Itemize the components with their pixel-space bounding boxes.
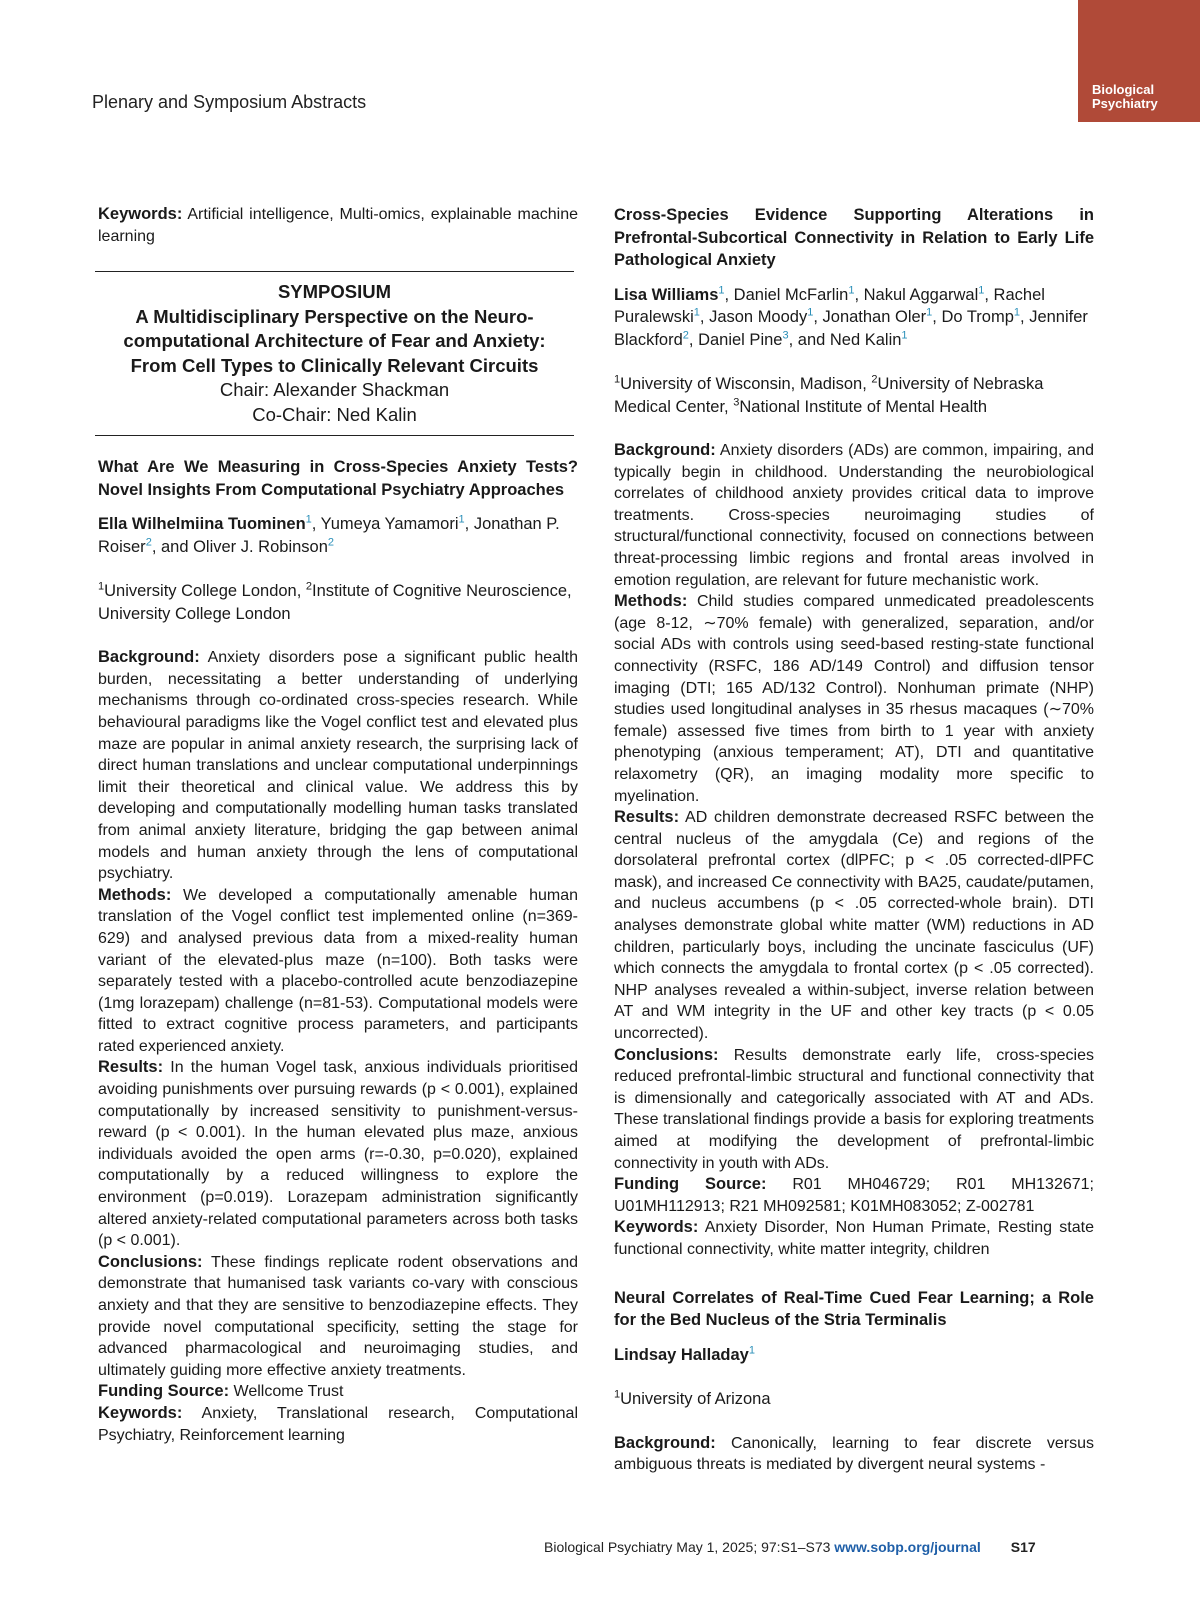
left-column: [98, 204, 578, 1446]
background-section: [614, 1433, 1094, 1476]
methods-section: [614, 591, 1094, 807]
author: , Yumeya Yamamori: [311, 515, 459, 534]
author: , Jonathan Oler: [813, 308, 927, 326]
keywords-section: [614, 1217, 1094, 1260]
author-sup: 2: [145, 536, 152, 549]
abstract-1-title: What Are We Measuring in Cross-Species Anxiety Tests? Novel Insights From Computational Psychiatry Approaches: [98, 458, 578, 499]
prev-keywords-label: Keywords:: [98, 205, 183, 223]
author-sup: 1: [693, 306, 700, 319]
author: , Daniel McFarlin: [724, 285, 849, 304]
author: , Jennifer Blackford: [614, 308, 1088, 349]
methods-section: [98, 885, 578, 1058]
prev-keywords: [98, 204, 578, 247]
section-label: Keywords:: [98, 1403, 183, 1422]
funding-section: [98, 1381, 578, 1403]
author: , Rachel Puralewski: [614, 285, 1045, 326]
affiliation: Institute of Cognitive Neuroscience, University College London: [98, 582, 572, 623]
symposium-title-line3: From Cell Types to Clinically Relevant Circuits: [130, 354, 539, 376]
author: , Jonathan P. Roiser: [98, 515, 560, 556]
abstract-2-body: [614, 440, 1094, 1261]
author-sup: 2: [682, 329, 689, 341]
section-label: Keywords:: [614, 1218, 699, 1237]
section-label: Funding Source:: [98, 1382, 230, 1401]
author-sup: 1: [748, 1344, 755, 1357]
section-text: Anxiety disorders (ADs) are common, impairing, and typically begin in childhood. Understanding the neurobiological correlates of childhood anxiety provides critical data to improve treatments. Cross-species neuroimaging studies of structural/functional connectivity, focused on connections between threat-processing limbic regions and frontal areas involved in emotion regulation, are relevant for future mechanistic work.: [614, 442, 1095, 589]
results-section: [98, 1057, 578, 1251]
affiliation: University of Arizona: [620, 1390, 771, 1409]
section-text: Child studies compared unmedicated preadolescents (age 8-12, ∼70% female) with generalized, separation, and/or social ADs with controls using seed-based resting-state functional connectivity (RSFC, 186 AD/149 Control) and diffusion tensor imaging (DTI; 165 AD/132 Control). Nonhuman primate (NHP) studies used longitudinal analyses in 35 rhesus macaques (∼70% female) assessed five times from birth to 1 year with anxiety phenotyping (anxious temperament; AT), DTI and quantitative relaxometry (QR), an imaging modality more specific to myelination.: [614, 593, 1095, 805]
affil-sup: 1: [614, 373, 621, 386]
page-footer: [544, 1539, 1036, 1555]
author-sup: 1: [458, 513, 465, 526]
symposium-box: [95, 271, 574, 436]
affil-sup: 1: [614, 1388, 621, 1401]
author: , Do Tromp: [932, 308, 1014, 326]
author-sup: 1: [1013, 306, 1021, 319]
conclusions-section: [98, 1252, 578, 1382]
author: , Nakul Aggarwal: [854, 285, 979, 304]
abstract-2-authors: [614, 284, 1094, 352]
journal-tab-line2: Psychiatry: [1092, 96, 1158, 111]
affiliation: University of Nebraska Medical Center,: [614, 375, 1044, 416]
affiliation: University of Wisconsin, Madison,: [620, 375, 872, 393]
abstract-1-affiliations: [98, 580, 578, 625]
background-section: [98, 647, 578, 885]
affil-sup: 3: [733, 396, 740, 408]
section-text: Anxiety, Translational research, Computational Psychiatry, Reinforcement learning: [98, 1404, 578, 1444]
footer-citation: Biological Psychiatry May 1, 2025; 97:S1–S73: [544, 1539, 835, 1555]
abstract-2-title: Cross-Species Evidence Supporting Alterations in Prefrontal-Subcortical Connectivity in Relation to Early Life Pathological Anxiety: [614, 206, 1094, 269]
conclusions-section: [614, 1045, 1094, 1175]
symposium-cochair: Co-Chair: Ned Kalin: [252, 403, 417, 425]
author-sup: 1: [848, 284, 855, 296]
section-label: Conclusions:: [98, 1252, 203, 1271]
affiliation: University College London,: [104, 582, 306, 601]
section-label: Funding Source:: [614, 1175, 767, 1194]
author-sup: 2: [327, 536, 335, 549]
abstract-2: [614, 204, 1094, 1261]
right-column: [614, 204, 1094, 1476]
abstract-2-affiliations: [614, 373, 1094, 418]
results-section: [614, 807, 1094, 1045]
author-sup: 1: [305, 513, 312, 526]
section-label: Results:: [98, 1058, 164, 1077]
author: , and Ned Kalin: [788, 330, 902, 349]
author-sup: 1: [901, 329, 908, 341]
section-label: Methods:: [614, 592, 688, 611]
abstract-3-title: Neural Correlates of Real-Time Cued Fear Learning; a Role for the Bed Nucleus of the Stria Terminalis: [614, 1288, 1094, 1330]
section-label: Background:: [614, 1433, 716, 1452]
affil-sup: 2: [871, 373, 878, 386]
author: Ella Wilhelmiina Tuominen: [98, 515, 306, 534]
author: , Jason Moody: [699, 308, 808, 326]
journal-tab: [1078, 0, 1200, 122]
abstract-1: [98, 456, 578, 1446]
section-label: Results:: [614, 808, 680, 827]
abstract-3-affiliations: [614, 1388, 1094, 1411]
funding-section: [614, 1174, 1094, 1217]
symposium-title-line1: A Multidisciplinary Perspective on the Neuro-: [135, 305, 534, 327]
author-sup: 1: [926, 306, 933, 319]
section-text: AD children demonstrate decreased RSFC between the central nucleus of the amygdala (Ce) and regions of the dorsolateral prefrontal cortex (dlPFC; p < .05 corrected-dlPFC mask), and increased Ce connectivity with BA25, caudate/putamen, and nucleus accumbens (p < .05 corrected-whole brain). DTI analyses demonstrate global white matter (WM) reductions in AD children, particularly boys, including the uncinate fasciculus (UF) which connects the amygdala to frontal cortex (p < .05 corrected). NHP analyses revealed a within-subject, inverse relation between AT and WM integrity in the UF and other key tracts (p < 0.05 uncorrected).: [614, 809, 1095, 1043]
symposium-title-line2: computational Architecture of Fear and Anxiety:: [123, 330, 546, 352]
section-text: Wellcome Trust: [233, 1383, 344, 1401]
section-text: Results demonstrate early life, cross-species reduced prefrontal-limbic structural and functional connectivity that is dimensionally and categorically associated with AT and ADs. These translational findings provide a basis for exploring treatments aimed at modifying the development of prefrontal-limbic connectivity in youth with ADs.: [614, 1046, 1095, 1172]
abstract-3-body: [614, 1433, 1094, 1476]
symposium-label: SYMPOSIUM: [277, 281, 392, 303]
author-sup: 3: [782, 329, 789, 341]
author: Lindsay Halladay: [614, 1345, 749, 1364]
author-sup: 1: [978, 284, 985, 296]
affiliation: National Institute of Mental Health: [739, 397, 987, 416]
abstract-1-authors: [98, 513, 578, 558]
abstract-3-authors: [614, 1344, 1094, 1367]
keywords-section: [98, 1403, 578, 1446]
author: , Daniel Pine: [688, 330, 783, 349]
abstract-1-body: [98, 647, 578, 1446]
section-text: Anxiety disorders pose a significant public health burden, necessitating a better understanding of underlying mechanisms through co-ordinated cross-species research. While behavioural paradigms like the Vogel conflict test and elevated plus maze are popular in animal anxiety research, the surprising lack of direct human translations and unclear computational underpinnings limit their theoretical and clinical value. We address this by developing and computationally modelling human tasks translated from animal anxiety literature, bridging the gap between animal models and human anxiety through the lens of computational psychiatry.: [98, 649, 579, 883]
author: Lisa Williams: [614, 285, 719, 304]
author-sup: 1: [807, 306, 814, 319]
affil-sup: 1: [98, 580, 105, 593]
section-text: R01 MH046729; R01 MH132671; U01MH112913; R21 MH092581; K01MH083052; Z-002781: [614, 1176, 1094, 1215]
page-number: S17: [1010, 1539, 1036, 1555]
abstract-3: [614, 1287, 1094, 1476]
journal-link[interactable]: www.sobp.org/journal: [834, 1539, 981, 1555]
section-text: Canonically, learning to fear discrete versus ambiguous threats is mediated by divergent neural systems -: [614, 1434, 1094, 1474]
affil-sup: 2: [305, 580, 313, 593]
author-sup: 1: [718, 284, 725, 296]
background-section: [614, 440, 1094, 591]
author: , and Oliver J. Robinson: [151, 537, 328, 556]
section-label: Methods:: [98, 885, 172, 904]
section-text: These findings replicate rodent observations and demonstrate that humanised task variants co-vary with conscious anxiety and that they are sensitive to benzodiazepine effects. They provide novel computational specificity, setting the stage for advanced pharmacological and neuroimaging studies, and ultimately guiding more effective anxiety treatments.: [98, 1253, 578, 1379]
journal-tab-line1: Biological: [1092, 82, 1155, 97]
section-text: We developed a computationally amenable human translation of the Vogel conflict test implemented online (n=369-629) and analysed previous data from a mixed-reality human variant of the elevated-plus maze (n=100). Both tasks were separately tested with a placebo-controlled acute benzodiazepine (1mg lorazepam) challenge (n=81-53). Computational models were fitted to extract cognitive process parameters, and participants rated experienced anxiety.: [98, 886, 578, 1055]
section-text: In the human Vogel task, anxious individuals prioritised avoiding punishments over pursuing rewards (p < 0.001), explained computationally by increased sensitivity to punishment-versus-reward (p < 0.001). In the human elevated plus maze, anxious individuals avoided the open arms (r=-0.30, p=0.020), explained computationally by a reduced willingness to explore the environment (p=0.019). Lorazepam administration significantly altered anxiety-related computational parameters across both tasks (p < 0.001).: [98, 1059, 578, 1250]
section-label: Conclusions:: [614, 1045, 719, 1064]
symposium-chair: Chair: Alexander Shackman: [219, 379, 450, 401]
section-label: Background:: [614, 441, 716, 459]
section-label: Background:: [98, 648, 200, 667]
prev-keywords-text: Artificial intelligence, Multi-omics, explainable machine learning: [98, 206, 578, 245]
running-head: Plenary and Symposium Abstracts: [92, 92, 367, 112]
section-text: Anxiety Disorder, Non Human Primate, Resting state functional connectivity, white matter integrity, children: [614, 1219, 1094, 1258]
